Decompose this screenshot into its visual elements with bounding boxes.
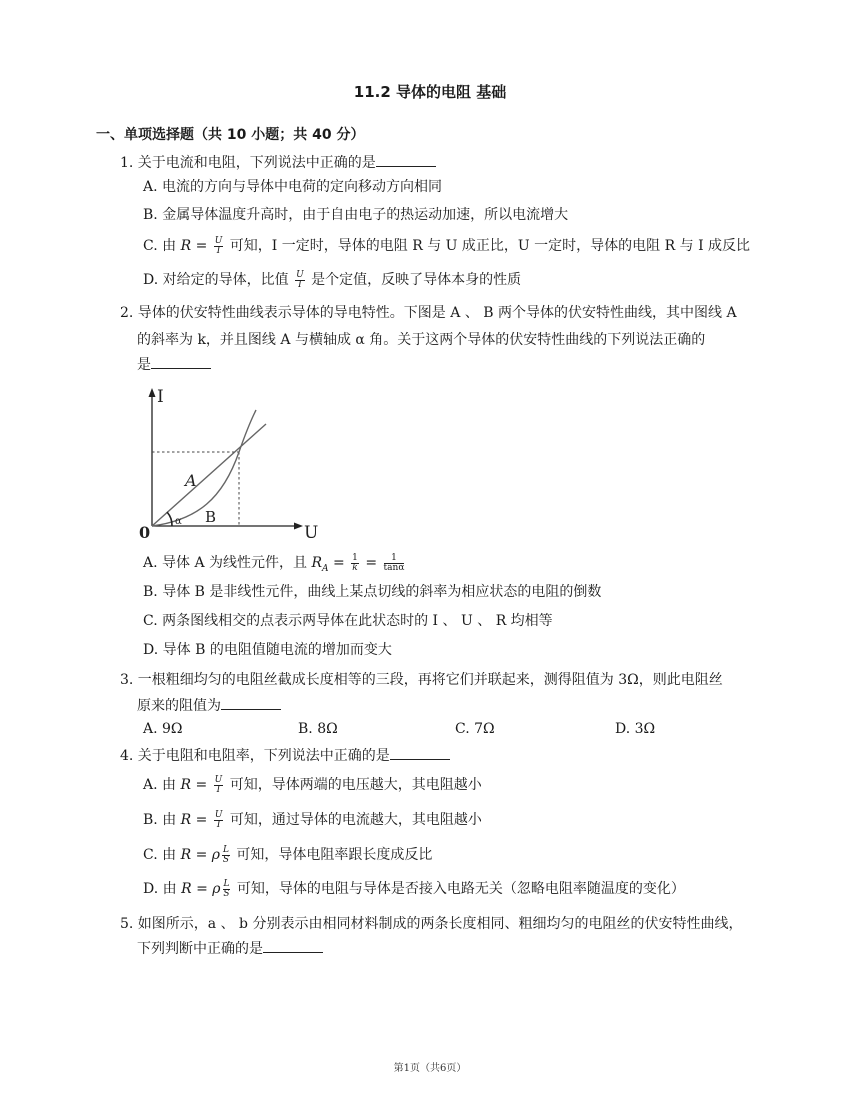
fraction-1-over-tan-alpha: $\frac{1}{\tan\alpha}$	[383, 552, 405, 573]
q2-stem-line3: 是	[137, 355, 211, 375]
q2-stem-line2: 的斜率为 k，并且图线 A 与横轴成 α 角。关于这两个导体的伏安特性曲线的下列说法正确的	[137, 332, 706, 348]
fraction-u-over-i: $\frac{U}{I}$	[214, 774, 223, 795]
q4-option-a: A. 由 R = $\frac{U}{I}$ 可知，导体两端的电压越大，其电阻越小	[143, 774, 482, 795]
q3-option-c: C. 7Ω	[455, 721, 495, 737]
q5-stem-line1: 5. 如图所示，a 、 b 分别表示由相同材料制成的两条长度相同、粗细均匀的电阻丝的伏安特性曲线，	[120, 916, 743, 932]
q4-option-c: C. 由 R = ρ $\frac{L}{S}$ 可知，导体电阻率跟长度成反比	[143, 844, 433, 865]
y-axis-arrow	[149, 388, 156, 397]
q3-option-d: D. 3Ω	[615, 721, 656, 737]
fraction-u-over-i: $\frac{U}{I}$	[214, 809, 223, 830]
q2-option-b: B. 导体 B 是非线性元件，曲线上某点切线的斜率为相应状态的电阻的倒数	[143, 584, 602, 600]
iv-curve-figure	[128, 380, 328, 540]
angle-arc	[167, 512, 172, 526]
answer-blank	[263, 940, 323, 953]
q1-option-b: B. 金属导体温度升高时，由于自由电子的热运动加速，所以电流增大	[143, 207, 569, 223]
q4-option-d: D. 由 R = ρ $\frac{L}{S}$ 可知，导体的电阻与导体是否接入电路无关（忽略电阻率随温度的变化）	[143, 878, 685, 899]
curve-b-label: B	[205, 508, 217, 526]
q2-option-a: A. 导体 A 为线性元件，且 $R_A$ = $\frac{1}{k}$ = $\frac{1}{\tan\alpha}$	[143, 552, 405, 574]
x-axis-arrow	[294, 523, 303, 530]
q3-stem-line2: 原来的阻值为	[137, 696, 281, 716]
curve-a-label: A	[185, 471, 197, 490]
q3-stem-line1: 3. 一根粗细均匀的电阻丝截成长度相等的三段，再将它们并联起来，测得阻值为 3Ω，则此电阻丝	[120, 672, 723, 688]
angle-label: α	[175, 516, 182, 527]
fraction-l-over-s: $\frac{L}{S}$	[222, 844, 230, 865]
curve-b-line	[152, 410, 256, 526]
q1-stem: 1. 关于电流和电阻，下列说法中正确的是	[120, 153, 436, 173]
q3-option-b: B. 8Ω	[298, 721, 338, 737]
q4-option-b: B. 由 R = $\frac{U}{I}$ 可知，通过导体的电流越大，其电阻越小	[143, 809, 482, 830]
q2-option-c: C. 两条图线相交的点表示两导体在此状态时的 I 、 U 、 R 均相等	[143, 613, 553, 629]
q5-stem-line2: 下列判断中正确的是	[137, 939, 323, 959]
fraction-u-over-i: $\frac{U}{I}$	[214, 235, 223, 256]
fraction-1-over-k: $\frac{1}{k}$	[352, 552, 358, 573]
fraction-l-over-s: $\frac{L}{S}$	[223, 878, 230, 899]
answer-blank	[151, 356, 211, 369]
answer-blank	[390, 747, 450, 760]
y-axis-label: I	[157, 387, 164, 407]
answer-blank	[376, 154, 436, 167]
section-heading: 一、单项选择题（共 10 小题；共 40 分）	[96, 127, 365, 143]
q2-stem-line1: 2. 导体的伏安特性曲线表示导体的导电特性。下图是 A 、 B 两个导体的伏安特性曲线，其中图线 A	[120, 305, 737, 321]
q2-option-d: D. 导体 B 的电阻值随电流的增加而变大	[143, 642, 392, 658]
q1-option-d: D. 对给定的导体，比值 $\frac{U}{I}$ 是个定值，反映了导体本身的性质	[143, 269, 522, 290]
q3-option-a: A. 9Ω	[143, 721, 183, 737]
page-title: 11.2 导体的电阻 基础	[353, 83, 507, 101]
fraction-u-over-i: $\frac{U}{I}$	[296, 269, 304, 290]
x-axis-label: U	[304, 523, 319, 540]
q1-option-c: C. 由 R = $\frac{U}{I}$ 可知，I 一定时，导体的电阻 R 与 U 成正比，U 一定时，导体的电阻 R 与 I 成反比	[143, 235, 751, 256]
page-footer: 第1页（共6页）	[393, 1063, 467, 1074]
q1-option-a: A. 电流的方向与导体中电荷的定向移动方向相同	[143, 179, 443, 195]
answer-blank	[221, 697, 281, 710]
q4-stem: 4. 关于电阻和电阻率，下列说法中正确的是	[120, 746, 450, 766]
origin-label: 0	[139, 523, 151, 540]
